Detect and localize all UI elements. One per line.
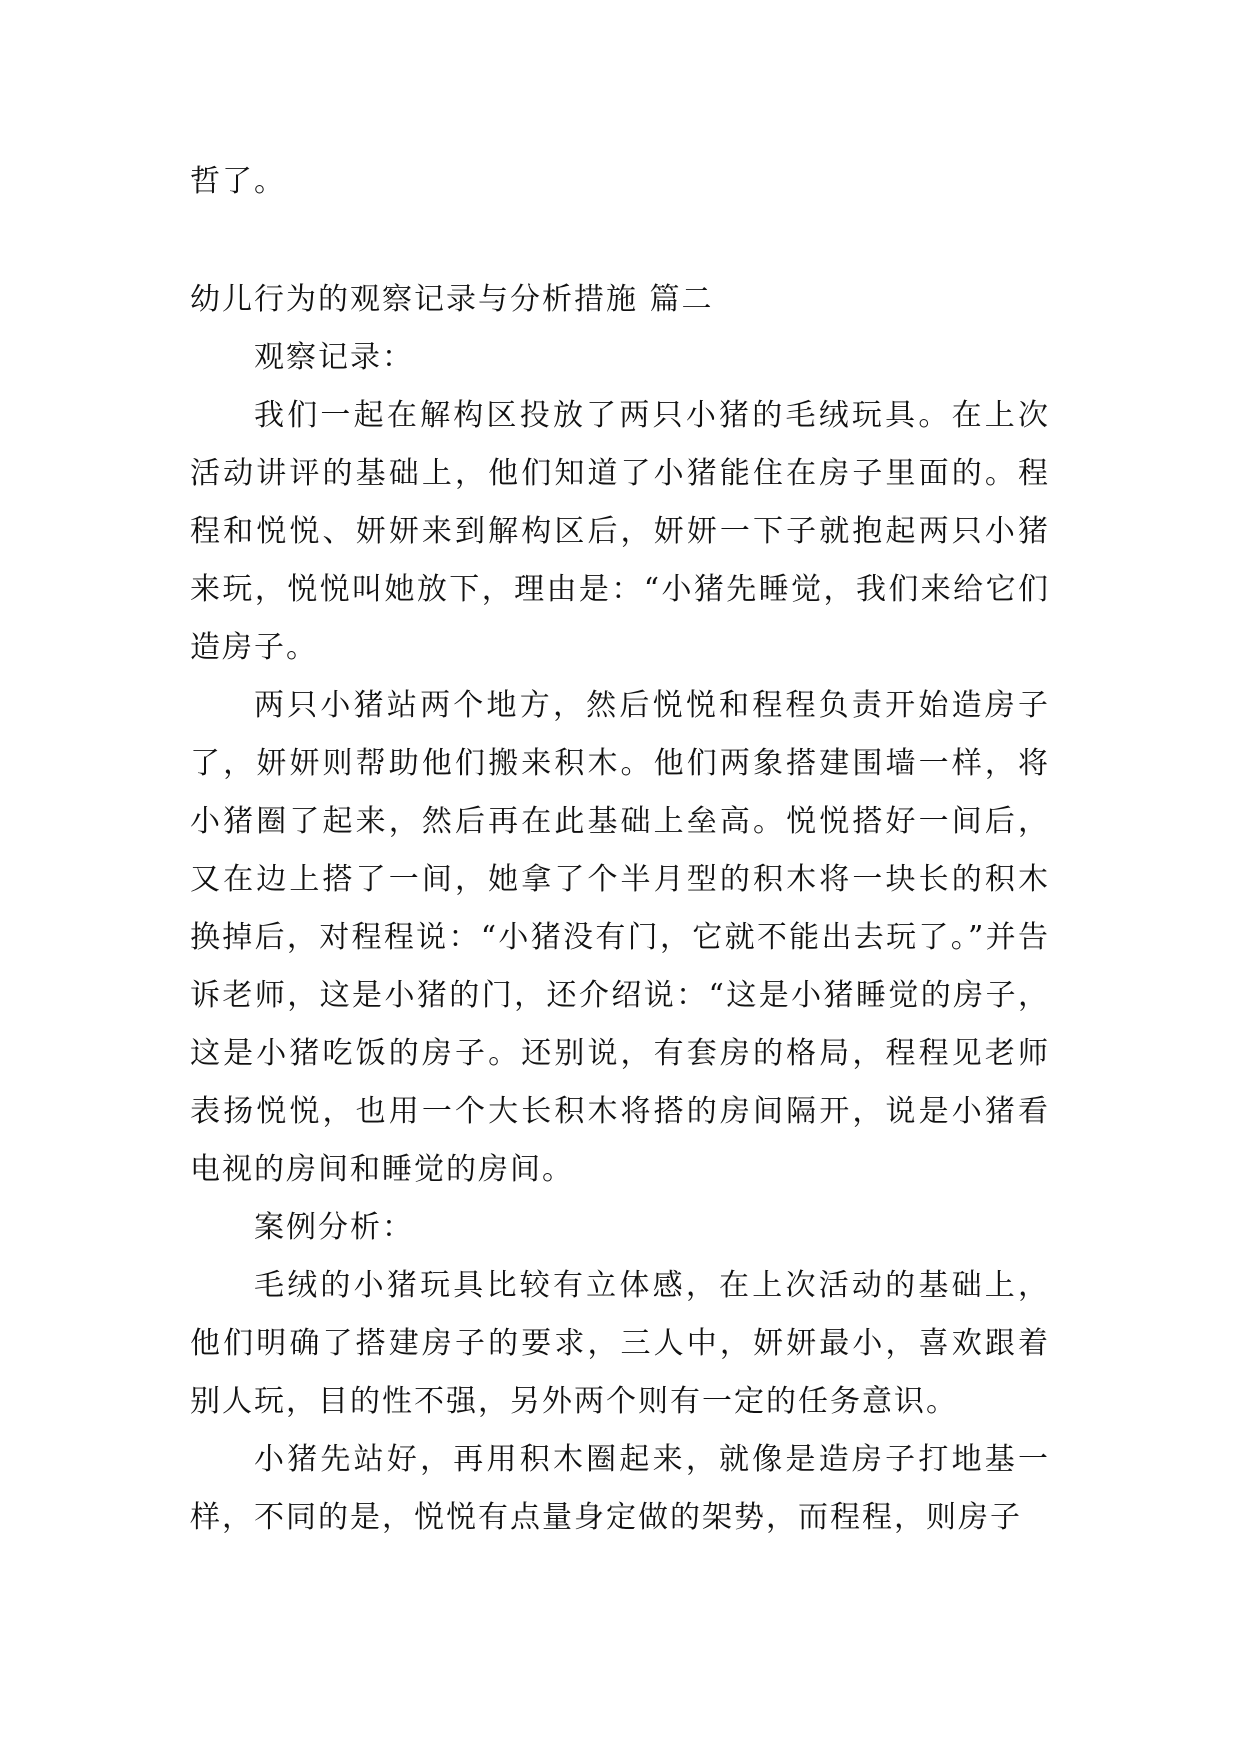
heading-observation: 观察记录：: [254, 340, 414, 375]
section-title: 幼儿行为的观察记录与分析措施 篇二: [190, 282, 714, 317]
heading-analysis: 案例分析：: [254, 1210, 414, 1245]
paragraph-analysis-1: 毛绒的小猪玩具比较有立体感，在上次活动的基础上，他们明确了搭建房子的要求，三人中，妍妍最小，喜欢跟着别人玩，目的性不强，另外两个则有一定的任务意识。: [190, 1268, 1050, 1419]
paragraph-observation-2: 两只小猪站两个地方，然后悦悦和程程负责开始造房子了，妍妍则帮助他们搬来积木。他们两象搭建围墙一样，将小猪圈了起来，然后再在此基础上垒高。悦悦搭好一间后，又在边上搭了一间，她拿了个半月型的积木将一块长的积木换掉后，对程程说：“小猪没有门，它就不能出去玩了。”并告诉老师，这是小猪的门，还介绍说：“这是小猪睡觉的房子，这是小猪吃饭的房子。还别说，有套房的格局，程程见老师表扬悦悦，也用一个大长积木将搭的房间隔开，说是小猪看电视的房间和睡觉的房间。: [190, 688, 1050, 1187]
section-gap: [190, 211, 1050, 271]
document-body: [190, 153, 1050, 1547]
carryover-text: 哲了。: [190, 164, 286, 199]
paragraph-analysis-2: 小猪先站好，再用积木圈起来，就像是造房子打地基一样，不同的是，悦悦有点量身定做的架势，而程程，则房子: [190, 1442, 1050, 1535]
paragraph-observation-1: 我们一起在解构区投放了两只小猪的毛绒玩具。在上次活动讲评的基础上，他们知道了小猪能住在房子里面的。程程和悦悦、妍妍来到解构区后，妍妍一下子就抱起两只小猪来玩，悦悦叫她放下，理由是：“小猪先睡觉，我们来给它们造房子。: [190, 398, 1050, 665]
